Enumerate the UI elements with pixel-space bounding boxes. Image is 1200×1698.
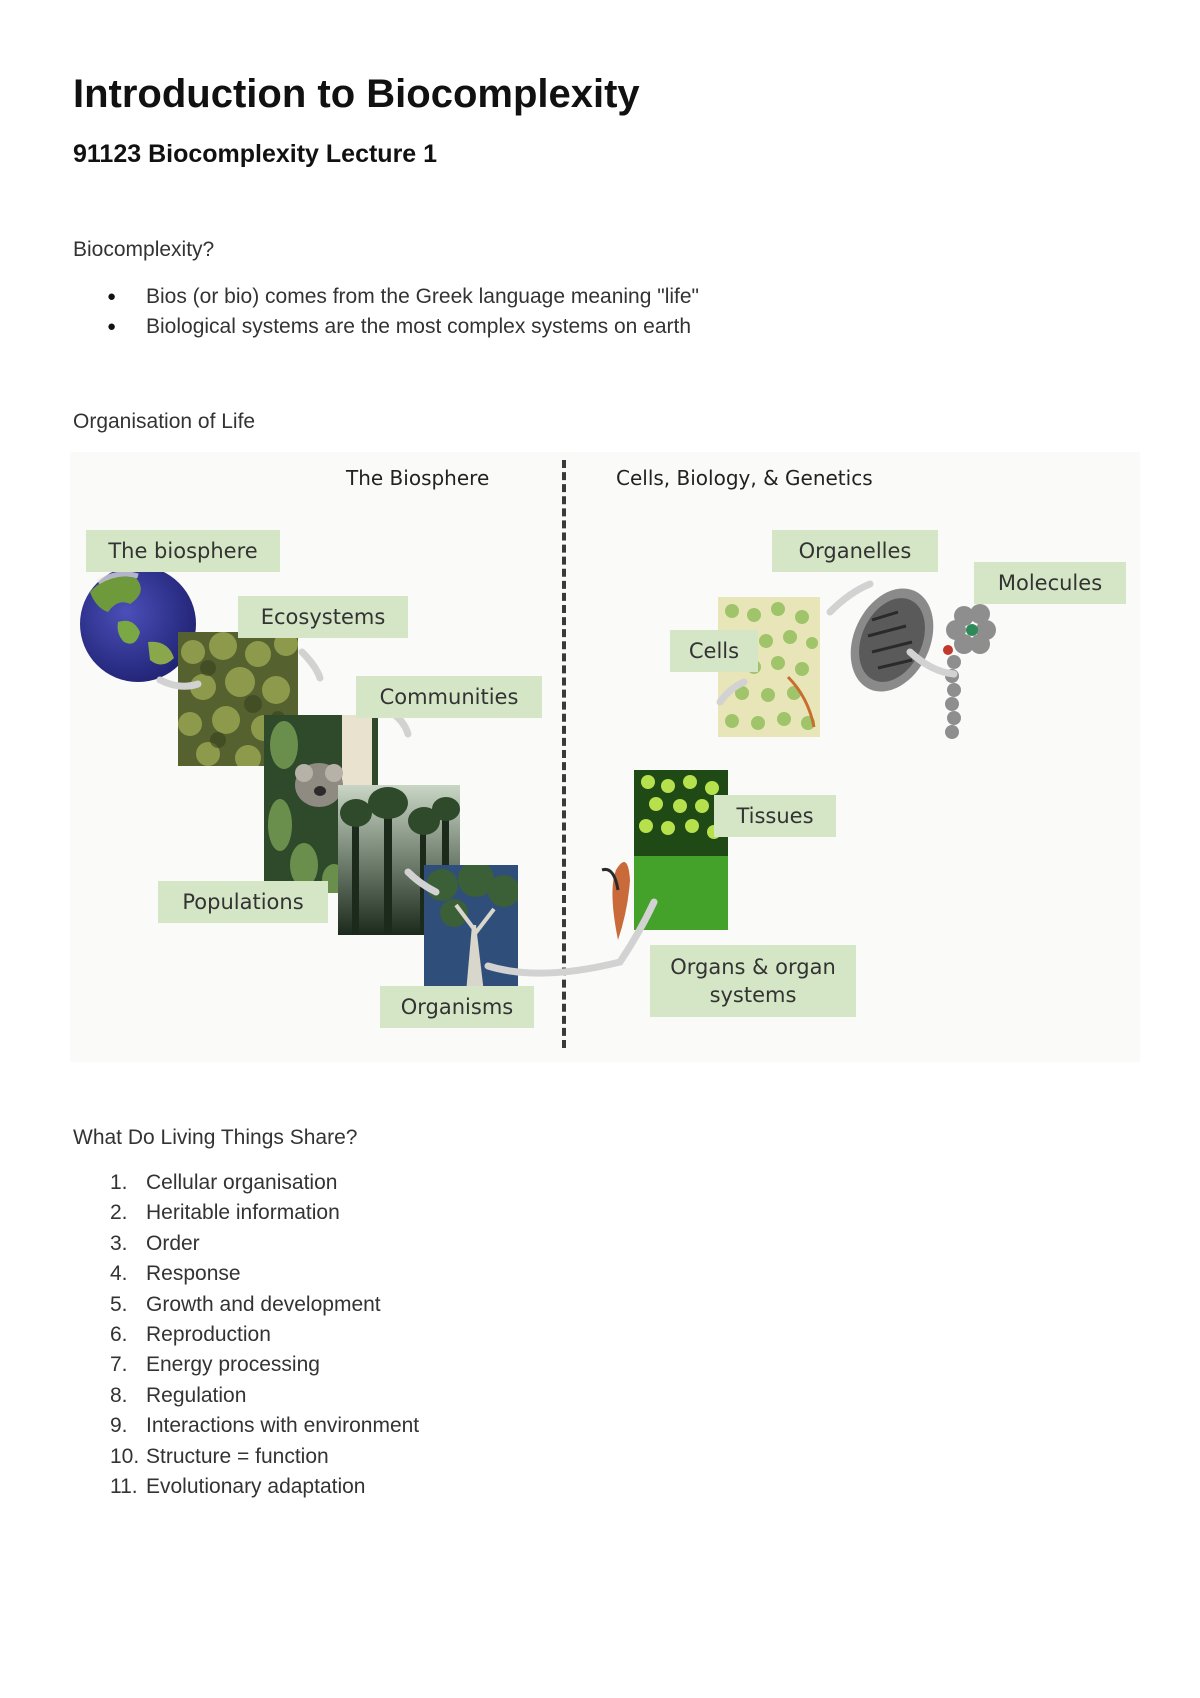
list-item-text: Order	[146, 1231, 200, 1255]
list-item-text: Heritable information	[146, 1201, 340, 1225]
organisation-of-life-figure	[70, 452, 1140, 1062]
bullet-item: ● Bios (or bio) comes from the Greek language meaning "life"	[73, 282, 699, 312]
list-item-text: Growth and development	[146, 1292, 381, 1316]
list-item-number: 3.	[110, 1231, 128, 1255]
label-molecules: Molecules	[974, 562, 1126, 604]
label-populations: Populations	[158, 881, 328, 923]
living-things-numbered-list	[73, 1168, 419, 1502]
list-item-text: Interactions with environment	[146, 1414, 420, 1438]
list-item-number: 9.	[110, 1414, 128, 1438]
list-item	[73, 1198, 419, 1228]
document-title: Introduction to Biocomplexity	[73, 72, 640, 116]
list-item-number: 2.	[110, 1201, 128, 1225]
list-item	[73, 1411, 419, 1441]
label-communities: Communities	[356, 676, 542, 718]
figure-header-cells: Cells, Biology, & Genetics	[616, 466, 873, 490]
list-item	[73, 1442, 419, 1472]
list-item-number: 5.	[110, 1292, 128, 1316]
list-item	[73, 1350, 419, 1380]
label-organisms: Organisms	[380, 986, 534, 1028]
label-cells: Cells	[670, 630, 758, 672]
bullet-item: ● Biological systems are the most complex systems on earth	[73, 312, 699, 342]
list-item-number: 4.	[110, 1262, 128, 1286]
label-organs-and-organ-systems	[650, 945, 856, 1017]
list-item-number: 8.	[110, 1383, 128, 1407]
list-item	[73, 1320, 419, 1350]
list-item-number: 1.	[110, 1171, 128, 1194]
list-item-number: 7.	[110, 1353, 128, 1377]
label-organs-line1: Organs & organ	[670, 954, 836, 979]
label-the-biosphere: The biosphere	[86, 530, 280, 572]
list-item	[73, 1168, 419, 1198]
section-heading-biocomplexity: Biocomplexity?	[73, 238, 215, 261]
label-ecosystems: Ecosystems	[238, 596, 408, 638]
list-item-text: Regulation	[146, 1383, 247, 1407]
list-item-text: Response	[146, 1262, 241, 1286]
document-subtitle: 91123 Biocomplexity Lecture 1	[73, 140, 438, 168]
list-item-number: 11.	[110, 1475, 138, 1499]
list-item	[73, 1290, 419, 1320]
list-item	[73, 1229, 419, 1259]
list-item-text: Structure = function	[146, 1444, 329, 1468]
list-item-text: Reproduction	[146, 1323, 271, 1347]
list-item-text: Cellular organisation	[146, 1171, 338, 1194]
figure-header-biosphere: The Biosphere	[346, 466, 490, 490]
list-item-number: 10.	[110, 1444, 140, 1468]
section-heading-living-things: What Do Living Things Share?	[73, 1126, 358, 1149]
list-item-text: Evolutionary adaptation	[146, 1475, 366, 1499]
list-item	[73, 1259, 419, 1289]
list-item-number: 6.	[110, 1323, 128, 1347]
label-organs-line2: systems	[709, 983, 797, 1007]
label-tissues: Tissues	[714, 795, 836, 837]
list-item	[73, 1381, 419, 1411]
biocomplexity-bullet-list	[73, 282, 699, 342]
list-item	[73, 1472, 419, 1502]
list-item-text: Energy processing	[146, 1353, 320, 1377]
label-organelles: Organelles	[772, 530, 938, 572]
section-heading-organisation: Organisation of Life	[73, 410, 256, 433]
